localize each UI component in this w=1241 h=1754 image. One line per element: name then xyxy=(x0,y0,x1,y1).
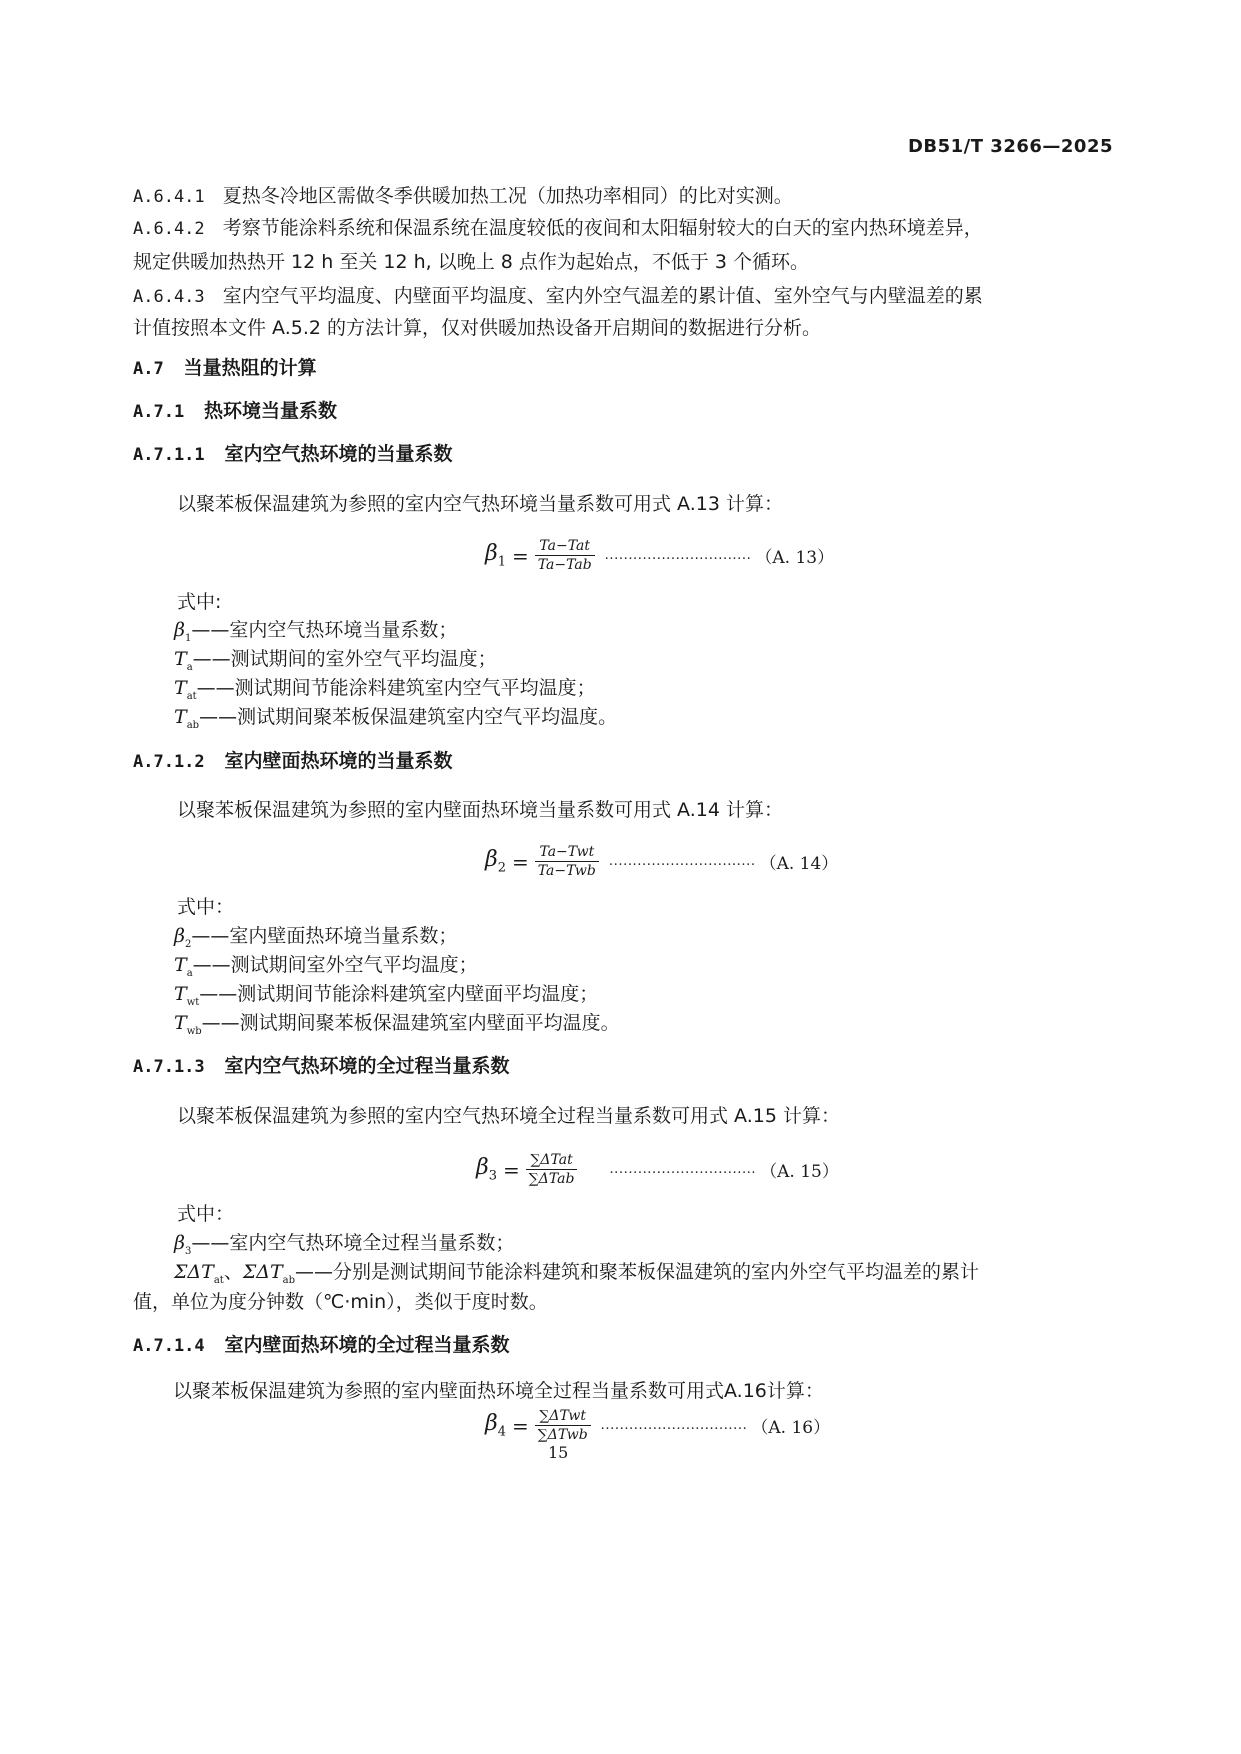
clause-a642 xyxy=(133,216,983,241)
formula-a16: $\beta_4$ = $\frac{\text{∑ΔTwt}}{\text{∑ΔTwb}}$ ............................... （A. 16） xyxy=(485,1408,831,1443)
definition-item: $T_a——$测试期间的室外空气平均温度； xyxy=(174,648,497,673)
definition-item: $\Sigma\Delta T_{at}$、$\Sigma\Delta T_{ab}——$分别是测试期间节能涂料建筑和聚苯板保温建筑的室内外空气平均温差的累计 xyxy=(174,1261,980,1286)
heading-title: 当量热阻的计算 xyxy=(183,357,317,379)
heading-number: A.7.1.3 xyxy=(133,1057,205,1077)
heading-title: 室内壁面热环境的当量系数 xyxy=(224,750,453,772)
intro-paragraph: 以聚苯板保温建筑为参照的室内空气热环境当量系数可用式 A.13 计算： xyxy=(177,493,783,515)
definition-continuation: 值，单位为度分钟数（℃·min），类似于度时数。 xyxy=(133,1291,548,1313)
heading-a712 xyxy=(133,749,453,774)
formula-fraction: $\frac{\text{∑ΔTwt}}{\text{∑ΔTwb}}$ xyxy=(535,1408,591,1443)
clause-number: A.6.4.1 xyxy=(133,187,205,207)
formula-leader-dots: ............................... xyxy=(609,1162,757,1177)
formula-a13: $\beta_1$ = $\frac{\text{Ta−Tat}}{\text{Ta−Tab}}$ ............................... （A. 13） xyxy=(485,538,835,573)
heading-a714 xyxy=(133,1333,510,1358)
definition-item: $\beta_2——$室内壁面热环境当量系数； xyxy=(174,925,458,950)
heading-title: 室内空气热环境的当量系数 xyxy=(224,443,453,465)
definition-item: $\beta_1——$室内空气热环境当量系数； xyxy=(174,619,458,644)
formula-lhs: $\beta_3$ xyxy=(476,1155,497,1184)
clause-number: A.6.4.2 xyxy=(133,219,205,239)
clause-a643-cont: 计值按照本文件 A.5.2 的方法计算，仅对供暖加热设备开启期间的数据进行分析。 xyxy=(133,317,822,339)
definition-item: $T_{wb}——$测试期间聚苯板保温建筑室内壁面平均温度。 xyxy=(174,1012,620,1037)
intro-paragraph: 以聚苯板保温建筑为参照的室内壁面热环境全过程当量系数可用式A.16计算： xyxy=(173,1380,824,1402)
clause-text: 考察节能涂料系统和保温系统在温度较低的夜间和太阳辐射较大的白天的室内热环境差异， xyxy=(222,217,983,239)
formula-fraction: $\frac{\text{∑ΔTat}}{\text{∑ΔTab}}$ xyxy=(526,1152,578,1187)
heading-a7 xyxy=(133,356,317,381)
definition-item: $T_{wt}——$测试期间节能涂料建筑室内壁面平均温度； xyxy=(174,983,599,1008)
formula-number: （A. 16） xyxy=(751,1418,831,1438)
intro-paragraph: 以聚苯板保温建筑为参照的室内空气热环境全过程当量系数可用式 A.15 计算： xyxy=(177,1105,840,1127)
clause-a643 xyxy=(133,284,983,309)
clause-a642-cont: 规定供暖加热热开 12 h 至关 12 h, 以晚上 8 点作为起始点，不低于 3 个循环。 xyxy=(133,251,810,273)
heading-number: A.7.1.4 xyxy=(133,1336,205,1356)
clause-a641 xyxy=(133,184,793,209)
formula-number: （A. 15） xyxy=(760,1162,839,1182)
formula-leader-dots: ............................... xyxy=(604,548,752,563)
heading-a71 xyxy=(133,399,337,424)
formula-lhs: $\beta_4$ xyxy=(485,1411,506,1440)
heading-title: 室内壁面热环境的全过程当量系数 xyxy=(224,1334,510,1356)
definition-item: $T_{at}——$测试期间节能涂料建筑室内空气平均温度； xyxy=(174,677,596,702)
formula-number: （A. 14） xyxy=(759,854,839,874)
formula-leader-dots: ............................... xyxy=(608,854,756,869)
definition-item: $\beta_3——$室内空气热环境全过程当量系数； xyxy=(174,1232,515,1257)
where-label: 式中： xyxy=(177,896,235,918)
heading-number: A.7.1.2 xyxy=(133,752,205,772)
definition-item: $T_a——$测试期间室外空气平均温度； xyxy=(174,954,478,979)
heading-a711 xyxy=(133,442,453,467)
clause-text: 夏热冬冷地区需做冬季供暖加热工况（加热功率相同）的比对实测。 xyxy=(222,185,793,207)
formula-fraction: $\frac{\text{Ta−Tat}}{\text{Ta−Tab}}$ xyxy=(535,538,595,573)
heading-number: A.7.1.1 xyxy=(133,445,205,465)
formula-a15: $\beta_3$ = $\frac{\text{∑ΔTat}}{\text{∑ΔTab}}$ ............................... （A. 15） xyxy=(476,1152,839,1187)
heading-title: 热环境当量系数 xyxy=(204,400,338,422)
document-number: DB51/T 3266—2025 xyxy=(907,136,1113,157)
heading-a713 xyxy=(133,1054,510,1079)
where-label: 式中： xyxy=(177,1203,235,1225)
intro-paragraph: 以聚苯板保温建筑为参照的室内壁面热环境当量系数可用式 A.14 计算： xyxy=(177,799,783,821)
heading-title: 室内空气热环境的全过程当量系数 xyxy=(224,1055,510,1077)
page-number: 15 xyxy=(548,1443,569,1462)
formula-number: （A. 13） xyxy=(755,548,835,568)
formula-a14: $\beta_2$ = $\frac{\text{Ta−Twt}}{\text{Ta−Twb}}$ ............................... （A. 14） xyxy=(485,844,839,879)
formula-lhs: $\beta_1$ xyxy=(485,541,506,570)
heading-number: A.7 xyxy=(133,359,164,379)
formula-fraction: $\frac{\text{Ta−Twt}}{\text{Ta−Twb}}$ xyxy=(535,844,599,879)
heading-number: A.7.1 xyxy=(133,402,185,422)
formula-leader-dots: ............................... xyxy=(600,1418,748,1433)
clause-text: 室内空气平均温度、内壁面平均温度、室内外空气温差的累计值、室外空气与内壁温差的累 xyxy=(222,285,983,307)
definition-item: $T_{ab}——$测试期间聚苯板保温建筑室内空气平均温度。 xyxy=(174,706,618,731)
formula-lhs: $\beta_2$ xyxy=(485,847,506,876)
clause-number: A.6.4.3 xyxy=(133,287,205,307)
where-label: 式中: xyxy=(177,591,222,613)
